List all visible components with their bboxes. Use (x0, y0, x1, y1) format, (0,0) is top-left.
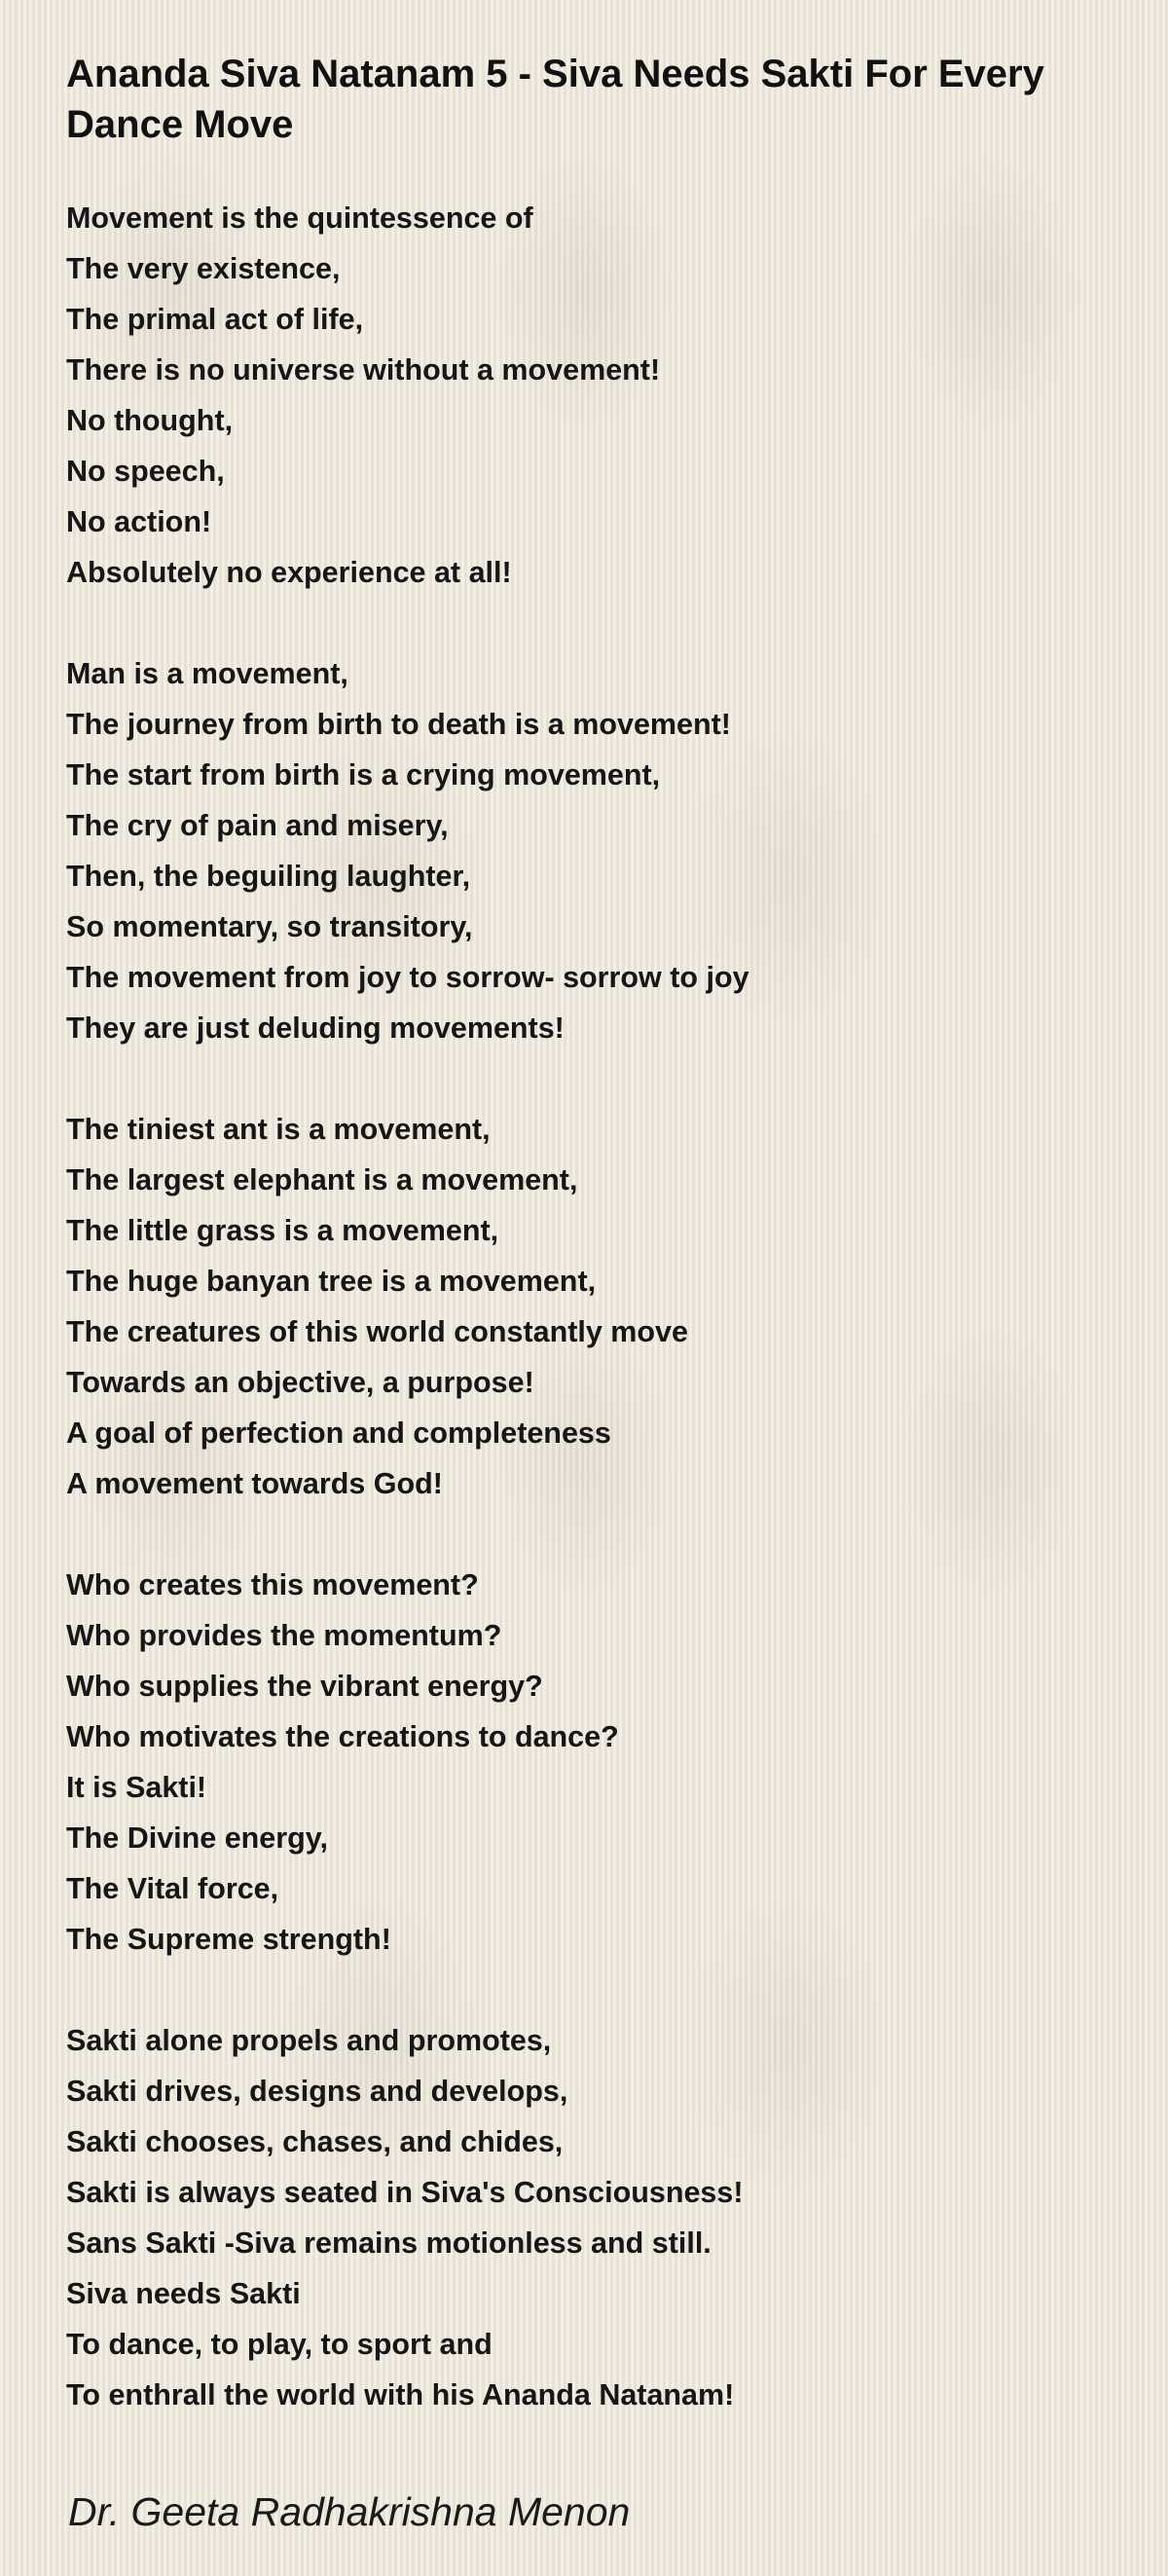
poem-line: Man is a movement, (66, 657, 348, 690)
poem-line: Who provides the momentum? (66, 1619, 502, 1652)
poem-line: The largest elephant is a movement, (66, 1163, 578, 1196)
poem-line: Sans Sakti -Siva remains motionless and still. (66, 2226, 712, 2260)
poem-line: The Divine energy, (66, 1822, 328, 1855)
poem-line: Sakti alone propels and promotes, (66, 2024, 552, 2057)
poem-line: To dance, to play, to sport and (66, 2328, 493, 2361)
poem-line: The huge banyan tree is a movement, (66, 1265, 597, 1298)
poem-line: The very existence, (66, 252, 341, 285)
poem-line: Movement is the quintessence of (66, 202, 533, 235)
poem-line: Sakti is always seated in Siva's Consciousness! (66, 2176, 744, 2209)
poem-line: Who motivates the creations to dance? (66, 1720, 619, 1753)
poem-line: They are just deluding movements! (66, 1012, 565, 1045)
poem-line: Towards an objective, a purpose! (66, 1366, 534, 1399)
poem-line: The start from birth is a crying movement, (66, 758, 661, 791)
poem-line: Absolutely no experience at all! (66, 556, 512, 589)
poem-line: The Supreme strength! (66, 1923, 391, 1956)
poem-line: The creatures of this world constantly move (66, 1315, 688, 1348)
poem-line: The movement from joy to sorrow- sorrow to joy (66, 961, 749, 994)
poem-line: So momentary, so transitory, (66, 910, 473, 943)
poem-card (66, 49, 1117, 2537)
poem-line: The tiniest ant is a movement, (66, 1113, 491, 1146)
poem-line: The primal act of life, (66, 303, 364, 336)
poem-line: The Vital force, (66, 1872, 279, 1905)
poem-line: Siva needs Sakti (66, 2277, 301, 2310)
poem-line: Sakti chooses, chases, and chides, (66, 2125, 564, 2158)
poem-line: A goal of perfection and completeness (66, 1417, 611, 1450)
poem-line: To enthrall the world with his Ananda Natanam! (66, 2378, 735, 2411)
poem-body (66, 193, 1117, 2420)
stanza-1 (66, 193, 1117, 598)
poem-line: Who creates this movement? (66, 1568, 479, 1601)
poem-line: The cry of pain and misery, (66, 809, 449, 842)
poem-line: Sakti drives, designs and develops, (66, 2075, 568, 2108)
poem-line: No thought, (66, 404, 234, 437)
poem-author: Dr. Geeta Radhakrishna Menon (68, 2489, 631, 2534)
stanza-3 (66, 1104, 1117, 1509)
poem-line: The journey from birth to death is a movement! (66, 708, 731, 741)
poem-line: No speech, (66, 455, 225, 488)
poem-line: It is Sakti! (66, 1771, 207, 1804)
stanza-2 (66, 648, 1117, 1053)
poem-line: Then, the beguiling laughter, (66, 860, 471, 893)
poem-line: Who supplies the vibrant energy? (66, 1670, 543, 1703)
poem-line: The little grass is a movement, (66, 1214, 499, 1247)
stanza-4 (66, 1560, 1117, 1965)
poem-line: No action! (66, 505, 212, 538)
stanza-5 (66, 2015, 1117, 2420)
poem-line: There is no universe without a movement! (66, 353, 661, 386)
poem-line: A movement towards God! (66, 1467, 443, 1500)
poem-title: Ananda Siva Natanam 5 - Siva Needs Sakti For Every Dance Move (66, 53, 1044, 146)
